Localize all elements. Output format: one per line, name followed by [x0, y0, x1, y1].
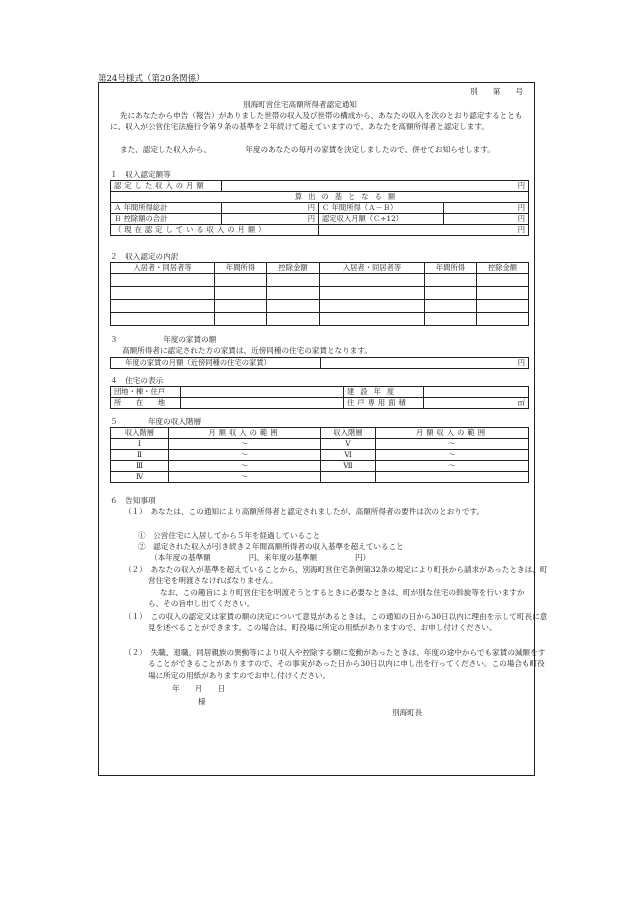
document-title: 別海町営住宅高額所得者認定通知: [243, 100, 357, 109]
breakdown-header-name: 入居者・同居者等: [320, 263, 425, 274]
certified-monthly-value: 円: [444, 214, 529, 225]
level-numeral: Ⅰ: [111, 439, 169, 450]
level-header: 収入階層: [111, 428, 169, 439]
range-tilde: ～: [169, 450, 321, 461]
construction-year-label: 建設年度: [344, 387, 424, 398]
breakdown-row: [111, 287, 529, 300]
level-numeral-empty: [321, 472, 376, 483]
level-numeral: Ⅴ: [321, 439, 376, 450]
section-3-heading: ３ 年度の家賃の額: [110, 335, 217, 344]
rent-table: [110, 357, 529, 369]
income-level-row: [111, 461, 529, 472]
range-header: 月額収入の範囲: [376, 428, 529, 439]
level-numeral: Ⅱ: [111, 450, 169, 461]
address-label: 所 在 地: [111, 398, 181, 409]
annual-income-total-value: 円: [222, 203, 319, 214]
monthly-income-label: 認定した収入の月額: [111, 181, 222, 192]
basis-header: 算出の基となる額: [111, 192, 529, 203]
rent-monthly-value: 円: [321, 358, 529, 369]
range-tilde: ～: [169, 439, 321, 450]
current-monthly-label: （現在認定している収入の月額）: [111, 225, 319, 236]
range-empty: [376, 472, 529, 483]
deduction-total-value: 円: [222, 214, 319, 225]
level-header: 収入階層: [321, 428, 376, 439]
housing-unit-label: 団地・棟・住戸: [111, 387, 181, 398]
notice-item-1-thresholds: （本年度の基準額 円、来年度の基準額 円）: [150, 553, 371, 562]
breakdown-header-income: 年間所得: [425, 263, 477, 274]
rent-monthly-label: 年度の家賃の月額（近傍同種の住宅の家賃）: [111, 358, 321, 369]
addressee-honorific: 様: [198, 697, 206, 706]
breakdown-header-deduction: 控除金額: [267, 263, 320, 274]
range-header: 月額収入の範囲: [169, 428, 321, 439]
notice-item-2-note: なお、この趣旨により町営住宅を明渡そうとするときに必要なときは、町が別な住宅の斡旋等を行いますから、その旨申し出てください。: [148, 588, 525, 609]
breakdown-row: [111, 274, 529, 287]
section-2-heading: ２ 収入認定の内訳: [110, 252, 179, 261]
section-5-heading: ５ 年度の収入階層: [110, 417, 202, 426]
income-summary-table: [110, 180, 529, 236]
mayor-signature: 別海町長: [392, 708, 423, 717]
breakdown-row: [111, 313, 529, 326]
intro-paragraph-1: 先にあなたから申告（報告）がありました世帯の収入及び世帯の構成から、あなたの収入を次のとおり認定するとともに、収入が公営住宅法施行令第９条の基準を２年続けて超えていますので、あなたを高額所得者と認定します。: [110, 111, 523, 132]
annual-income-net-value: 円: [444, 203, 529, 214]
intro-paragraph-2: また、認定した収入から、 年度のあなたの毎月の家賃を決定しましたので、併せてお知らせします。: [120, 145, 495, 154]
income-breakdown-table: [110, 262, 529, 326]
section-1-heading: １ 収入認定額等: [110, 170, 171, 179]
notice-item-4: （２） 失職、退職、同居親族の異動等により収入や控除する額に変動があったときは、年度の途中からでも家賃の減額をすることができることがありますので、その事実があった日から30日以内に申し出を行ってください。この場合も町役場に所定の用紙がありますのでお申し付けください。: [124, 648, 546, 680]
notice-item-1-condition-b: ② 認定された収入が引き続き２年間高額所得者の収入基準を超えていること: [138, 542, 404, 551]
section-4-heading: ４ 住宅の表示: [110, 376, 164, 385]
annual-income-net-label: Ｃ 年間所得（Ａ－Ｂ）: [319, 203, 444, 214]
notice-item-2: （２） あなたの収入が基準を超えていることから、別海町営住宅条例第32条の規定により町長から請求があったときは、町営住宅を明渡さなければなりません。: [124, 565, 548, 586]
level-numeral: Ⅶ: [321, 461, 376, 472]
housing-table: [110, 386, 529, 409]
level-numeral: Ⅲ: [111, 461, 169, 472]
monthly-income-value: 円: [222, 181, 529, 192]
income-level-row: [111, 439, 529, 450]
level-numeral: Ⅳ: [111, 472, 169, 483]
rent-note: 高額所得者に認定された方の家賃は、近傍同種の住宅の家賃となります。: [122, 346, 372, 355]
certified-monthly-label: 認定収入月額（Ｃ÷12）: [319, 214, 444, 225]
notice-item-1-condition-a: ① 公営住宅に入居してから５年を経過していること: [138, 531, 321, 540]
level-numeral: Ⅵ: [321, 450, 376, 461]
range-tilde: ～: [376, 439, 529, 450]
floor-area-label: 住戸専用面積: [344, 398, 424, 409]
income-level-table: [110, 427, 529, 483]
notice-item-1: （１） あなたは、この通知により高額所得者と認定されましたが、高額所得者の要件は次のとおりです。: [124, 507, 485, 516]
range-tilde: ～: [376, 461, 529, 472]
breakdown-header-name: 入居者・同居者等: [111, 263, 215, 274]
housing-unit-value: [181, 387, 344, 398]
breakdown-header-income: 年間所得: [215, 263, 267, 274]
range-tilde: ～: [376, 450, 529, 461]
date-line: 年 月 日: [172, 684, 226, 693]
form-number-label: 第24号様式（第20条関係）: [98, 74, 205, 84]
deduction-total-label: Ｂ 控除額の合計: [111, 214, 222, 225]
document-number-label: 別 第 号: [470, 87, 524, 96]
notice-item-3: （１） この収入の認定又は家賃の額の決定について意見があるときは、この通知の日から30日以内に理由を示して町長に意見を述べることができます。この場合は、町役場に所定の用紙がありますので、お申し付けください。: [124, 612, 548, 633]
breakdown-header-deduction: 控除金額: [477, 263, 529, 274]
address-value: [181, 398, 344, 409]
current-monthly-value: 円: [319, 225, 529, 236]
range-tilde: ～: [169, 472, 321, 483]
range-tilde: ～: [169, 461, 321, 472]
breakdown-row: [111, 300, 529, 313]
income-level-row: [111, 472, 529, 483]
income-level-row: [111, 450, 529, 461]
section-6-heading: ６ 告知事項: [110, 496, 156, 505]
construction-year-value: [424, 387, 529, 398]
floor-area-value: ㎡: [424, 398, 529, 409]
annual-income-total-label: Ａ 年間所得総計: [111, 203, 222, 214]
